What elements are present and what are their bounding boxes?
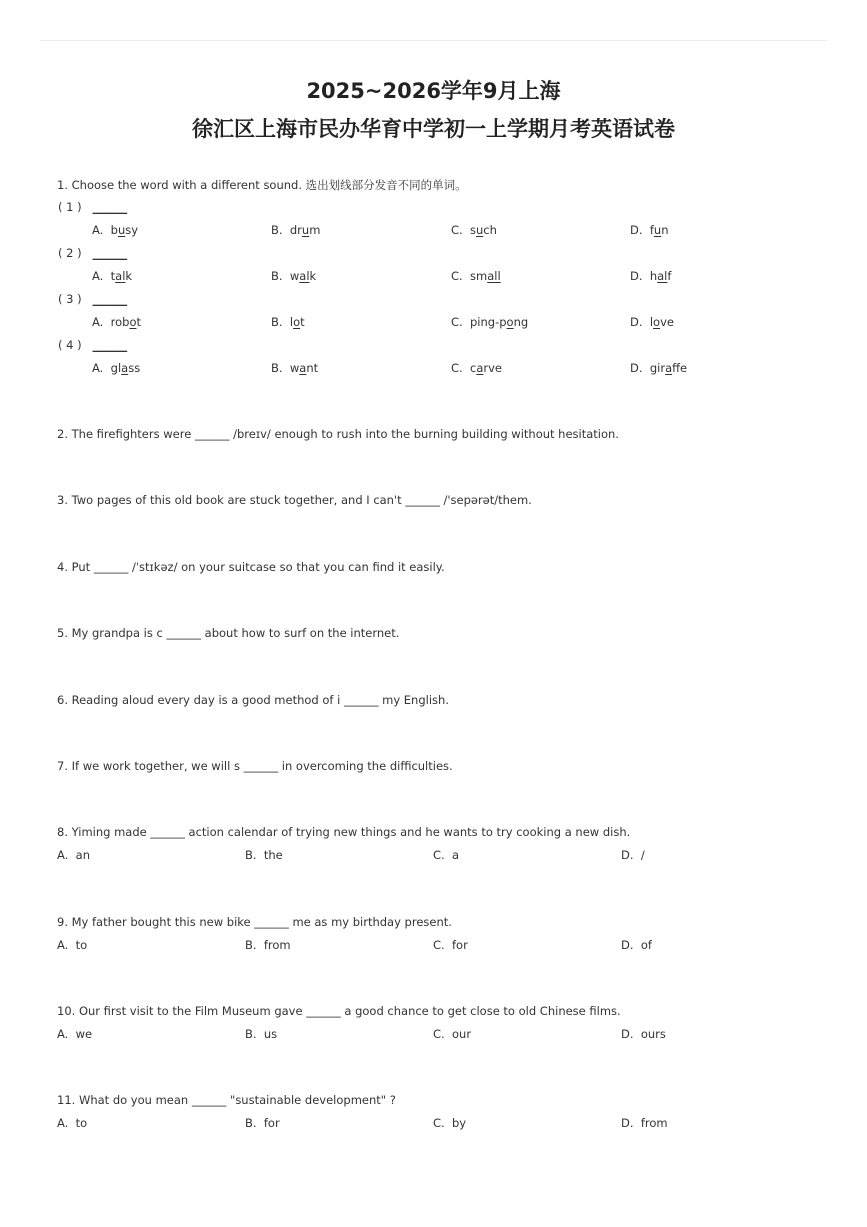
sub-number: ( 1 ) (58, 200, 82, 214)
question-1-sub-2 (58, 246, 127, 260)
answer-blank[interactable]: ______ (405, 493, 440, 507)
answer-blank[interactable]: ______ (194, 427, 230, 441)
question-1-prompt: 1. Choose the word with a different sound. 选出划线部分发音不同的单词。 (57, 178, 467, 192)
q9-option-d[interactable]: D. of (621, 938, 652, 952)
question-4: 4. Put ______ /ˈstɪkəz/ on your suitcase so that you can find it easily. (57, 560, 445, 574)
q1-2-option-d[interactable]: D. half (630, 269, 672, 283)
question-10: 10. Our first visit to the Film Museum gave ______ a good chance to get close to old Chinese films. (57, 1004, 621, 1018)
top-divider (40, 40, 827, 41)
answer-blank[interactable]: ______ (92, 292, 128, 306)
question-1-sub-3 (58, 292, 127, 306)
q10-option-b[interactable]: B. us (245, 1027, 278, 1041)
q11-option-b[interactable]: B. for (245, 1116, 280, 1130)
answer-blank[interactable]: ______ (343, 693, 379, 707)
q1-2-option-a[interactable]: A. talk (92, 269, 133, 283)
sub-number: ( 3 ) (58, 292, 82, 306)
question-7: 7. If we work together, we will s ______ in overcoming the difficulties. (57, 759, 453, 773)
exam-title-line-1: 2025~2026学年9月上海 (306, 79, 561, 103)
q1-1-option-d[interactable]: D. fun (630, 223, 669, 237)
q11-option-a[interactable]: A. to (57, 1116, 88, 1130)
q9-option-c[interactable]: C. for (433, 938, 468, 952)
question-9: 9. My father bought this new bike ______ me as my birthday present. (57, 915, 452, 929)
question-11: 11. What do you mean ______ "sustainable development" ? (57, 1093, 396, 1107)
q1-4-option-a[interactable]: A. glass (92, 361, 141, 375)
question-3: 3. Two pages of this old book are stuck together, and I can't ______ /'sepərət/them. (57, 493, 532, 507)
question-1-sub-1 (58, 200, 127, 214)
q10-option-c[interactable]: C. our (433, 1027, 472, 1041)
q8-option-b[interactable]: B. the (245, 848, 283, 862)
q10-option-d[interactable]: D. ours (621, 1027, 666, 1041)
q1-1-option-a[interactable]: A. busy (92, 223, 139, 237)
q1-3-option-b[interactable]: B. lot (271, 315, 305, 329)
q1-3-option-a[interactable]: A. robot (92, 315, 142, 329)
q1-1-option-c[interactable]: C. such (451, 223, 497, 237)
q1-4-option-d[interactable]: D. giraffe (630, 361, 688, 375)
q1-1-option-b[interactable]: B. drum (271, 223, 321, 237)
answer-blank[interactable]: ______ (243, 759, 279, 773)
q1-3-option-d[interactable]: D. love (630, 315, 674, 329)
answer-blank[interactable]: ______ (92, 246, 128, 260)
answer-blank[interactable]: ______ (92, 338, 128, 352)
q11-option-c[interactable]: C. by (433, 1116, 467, 1130)
answer-blank[interactable]: ______ (166, 626, 201, 640)
question-2: 2. The firefighters were ______ /breɪv/ enough to rush into the burning building without hesitation. (57, 427, 619, 441)
q8-option-d[interactable]: D. / (621, 848, 645, 862)
q8-option-a[interactable]: A. an (57, 848, 90, 862)
exam-title-line-2: 徐汇区上海市民办华育中学初一上学期月考英语试卷 (192, 117, 675, 141)
q9-option-b[interactable]: B. from (245, 938, 291, 952)
answer-blank[interactable]: ______ (93, 560, 129, 574)
q11-option-d[interactable]: D. from (621, 1116, 668, 1130)
q8-option-c[interactable]: C. a (433, 848, 460, 862)
sub-number: ( 2 ) (58, 246, 82, 260)
answer-blank[interactable]: ______ (191, 1093, 227, 1107)
q1-2-option-b[interactable]: B. walk (271, 269, 317, 283)
question-5: 5. My grandpa is c ______ about how to surf on the internet. (57, 626, 400, 640)
q9-option-a[interactable]: A. to (57, 938, 88, 952)
q1-3-option-c[interactable]: C. ping-pong (451, 315, 529, 329)
question-8: 8. Yiming made ______ action calendar of trying new things and he wants to try cooking a new dish. (57, 825, 631, 839)
sub-number: ( 4 ) (58, 338, 82, 352)
answer-blank[interactable]: ______ (92, 200, 128, 214)
question-6: 6. Reading aloud every day is a good method of i ______ my English. (57, 693, 449, 707)
question-1-sub-4 (58, 338, 127, 352)
q1-4-option-b[interactable]: B. want (271, 361, 319, 375)
answer-blank[interactable]: ______ (254, 915, 289, 929)
q1-4-option-c[interactable]: C. carve (451, 361, 502, 375)
q10-option-a[interactable]: A. we (57, 1027, 93, 1041)
q1-2-option-c[interactable]: C. small (451, 269, 501, 283)
answer-blank[interactable]: ______ (306, 1004, 341, 1018)
answer-blank[interactable]: ______ (150, 825, 185, 839)
